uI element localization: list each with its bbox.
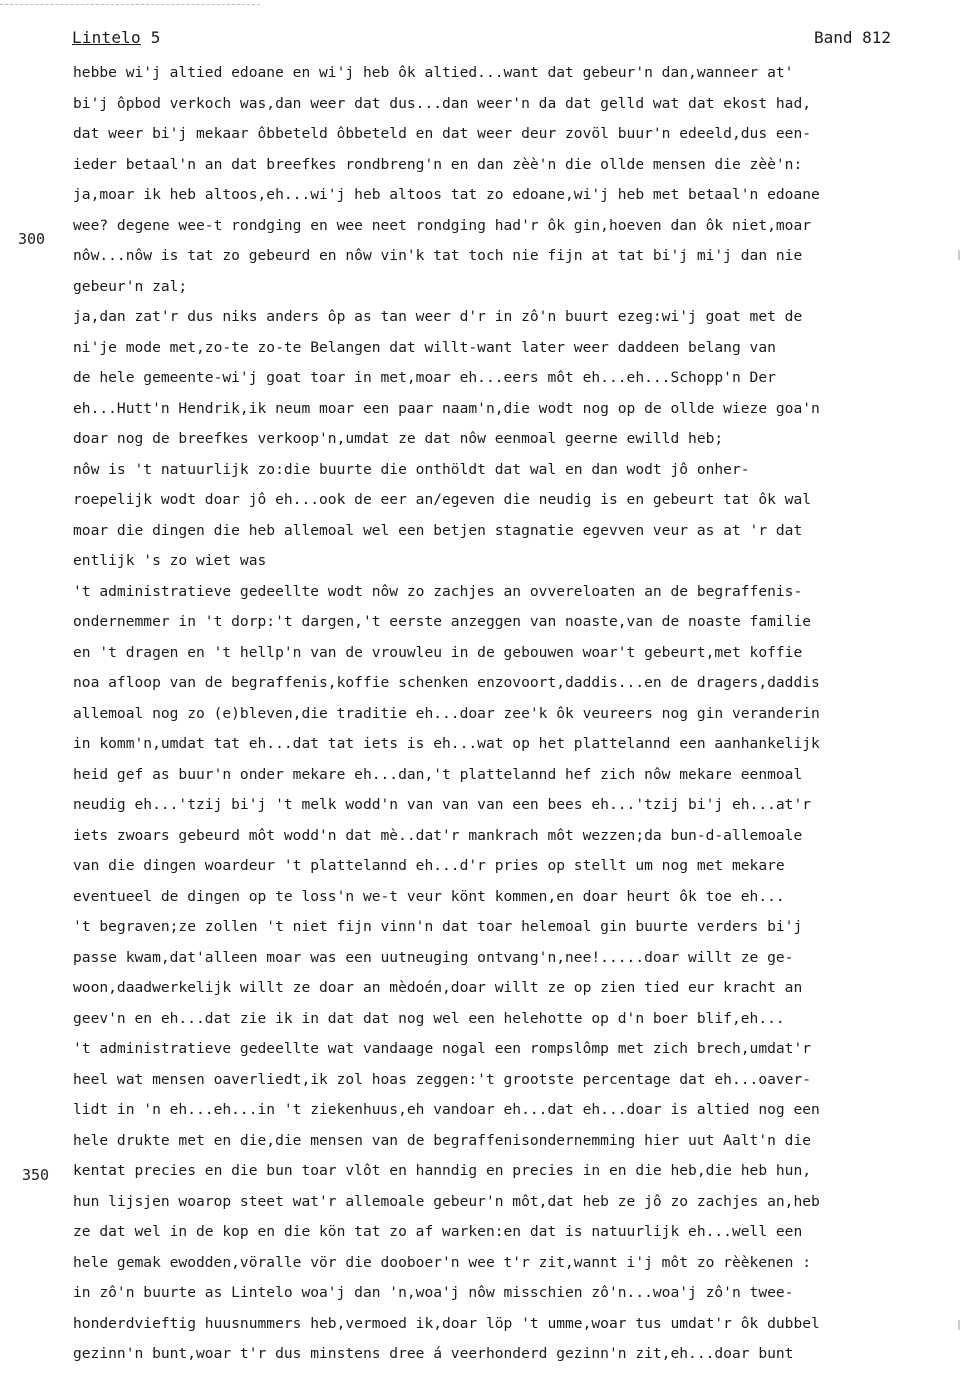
- text-line: honderdvieftig huusnummers heb,vermoed ik,doar löp 't umme,woar tus umdat'r ôk dubbel: [73, 1314, 820, 1332]
- text-line: geev'n en eh...dat zie ik in dat dat nog wel een helehotte op d'n boer blif,eh...: [73, 1009, 785, 1027]
- text-line: roepelijk wodt doar jô eh...ook de eer an/egeven die neudig is en gebeurt tat ôk wal: [73, 491, 812, 508]
- page-header-title: [72, 28, 161, 47]
- text-line: ieder betaal'n an dat breefkes rondbreng'n en dan zèè'n die ollde mensen die zèè'n:: [73, 155, 803, 173]
- text-line: en 't dragen en 't hellp'n van de vrouwleu in de gebouwen woar't gebeurt,met koffie: [73, 643, 803, 661]
- text-line: nôw is 't natuurlijk zo:die buurte die onthöldt dat wal en dan wodt jô onher-: [73, 460, 750, 478]
- text-line: 't begraven;ze zollen 't niet fijn vinn'n dat toar helemoal gin buurte verders bi'j: [73, 918, 803, 935]
- margin-line-number-350: 350: [22, 1166, 50, 1184]
- text-line: bi'j ôpbod verkoch was,dan weer dat dus...dan weer'n da dat gelld wat dat ekost had,: [73, 94, 812, 112]
- text-line: heid gef as buur'n onder mekare eh...dan,'t plattelannd hef zich nôw mekare eenmoal: [73, 765, 803, 783]
- text-line: gebeur'n zal;: [73, 277, 188, 295]
- text-line: ze dat wel in de kop en die kön tat zo af warken:en dat is natuurlijk eh...well een: [73, 1223, 803, 1240]
- text-line: eventueel de dingen op te loss'n we-t veur könt kommen,en doar heurt ôk toe eh...: [73, 887, 785, 905]
- text-line: entlijk 's zo wiet was: [73, 552, 267, 569]
- text-line: van die dingen woardeur 't plattelannd eh...d'r pries op stellt um nog met mekare: [73, 857, 785, 874]
- scan-artifact-top: [0, 4, 260, 5]
- text-line: kentat precies en die bun toar vlôt en hanndig en precies in en die heb,die heb hun,: [73, 1162, 812, 1179]
- text-line: hele gemak ewodden,vöralle vör die dooboer'n wee t'r zit,wannt i'j môt zo rèèkenen :: [73, 1253, 812, 1271]
- transcript-body: [73, 58, 966, 1370]
- text-line: lidt in 'n eh...eh...in 't ziekenhuus,eh vandoar eh...dat eh...doar is altied nog een: [73, 1101, 820, 1118]
- text-line: noa afloop van de begraffenis,koffie schenken enzovoort,daddis...en de dragers,daddis: [73, 674, 820, 691]
- text-line: in zô'n buurte as Lintelo woa'j dan 'n,woa'j nôw misschien zô'n...woa'j zô'n twee-: [73, 1284, 794, 1301]
- text-line: in komm'n,umdat tat eh...dat tat iets is eh...wat op het plattelannd een aanhankelijk: [73, 735, 820, 752]
- text-line: doar nog de breefkes verkoop'n,umdat ze dat nôw eenmoal geerne ewilld heb;: [73, 430, 724, 447]
- margin-line-number-300: 300: [18, 230, 46, 248]
- text-line: ja,dan zat'r dus niks anders ôp as tan weer d'r in zô'n buurt ezeg:wi'j goat met de: [73, 308, 803, 325]
- text-line: 't administratieve gedeellte wat vandaage nogal een rompslômp met zich brech,umdat'r: [73, 1040, 812, 1057]
- text-line: allemoal nog zo (e)bleven,die traditie eh...doar zee'k ôk veureers nog gin veranderin: [73, 704, 820, 722]
- text-line: 't administratieve gedeellte wodt nôw zo zachjes an ovvereloaten an de begraffenis-: [73, 582, 803, 600]
- text-line: dat weer bi'j mekaar ôbbeteld ôbbeteld en dat weer deur zovöl buur'n edeeld,dus een-: [73, 125, 812, 142]
- text-line: eh...Hutt'n Hendrik,ik neum moar een paar naam'n,die wodt nog op de ollde wieze goa'n: [73, 399, 820, 417]
- text-line: neudig eh...'tzij bi'j 't melk wodd'n van van van een bees eh...'tzij bi'j eh...at'r: [73, 796, 812, 813]
- header-number: 5: [150, 28, 161, 47]
- text-line: gezinn'n bunt,woar t'r dus minstens dree á veerhonderd gezinn'n zit,eh...doar bunt: [73, 1345, 794, 1362]
- text-line: hebbe wi'j altied edoane en wi'j heb ôk altied...want dat gebeur'n dan,wanneer at': [73, 64, 794, 81]
- text-line: iets zwoars gebeurd môt wodd'n dat mè..dat'r mankrach môt wezzen;da bun-d-allemoale: [73, 826, 803, 844]
- text-line: nôw...nôw is tat zo gebeurd en nôw vin'k tat toch nie fijn at tat bi'j mi'j dan nie: [73, 247, 803, 264]
- text-line: heel wat mensen oaverliedt,ik zol hoas zeggen:'t grootste percentage dat eh...oaver-: [73, 1070, 812, 1088]
- text-line: passe kwam,dat'alleen moar was een uutneuging ontvang'n,nee!.....doar willt ze ge-: [73, 948, 794, 966]
- header-band: Band 812: [814, 28, 892, 47]
- text-line: de hele gemeente-wi'j goat toar in met,moar eh...eers môt eh...eh...Schopp'n Der: [73, 369, 776, 386]
- text-line: hele drukte met en die,die mensen van de begraffenisondernemming hier uut Aalt'n die: [73, 1131, 812, 1149]
- header-title: Lintelo: [72, 28, 141, 47]
- text-line: hun lijsjen woarop steet wat'r allemoale gebeur'n môt,dat heb ze jô zo zachjes an,heb: [73, 1192, 820, 1210]
- text-line: woon,daadwerkelijk willt ze doar an mèdoén,doar willt ze op zien tied eur kracht an: [73, 979, 803, 996]
- text-line: ondernemmer in 't dorp:'t dargen,'t eerste anzeggen van noaste,van de noaste familie: [73, 613, 812, 630]
- text-line: ja,moar ik heb altoos,eh...wi'j heb altoos tat zo edoane,wi'j heb met betaal'n edoane: [73, 186, 820, 203]
- text-line: ni'je mode met,zo-te zo-te Belangen dat willt-want later weer daddeen belang van: [73, 338, 776, 356]
- text-line: moar die dingen die heb allemoal wel een betjen stagnatie egevven veur as at 'r dat: [73, 521, 803, 539]
- text-line: wee? degene wee-t rondging en wee neet rondging had'r ôk gin,hoeven dan ôk niet,moar: [73, 216, 812, 234]
